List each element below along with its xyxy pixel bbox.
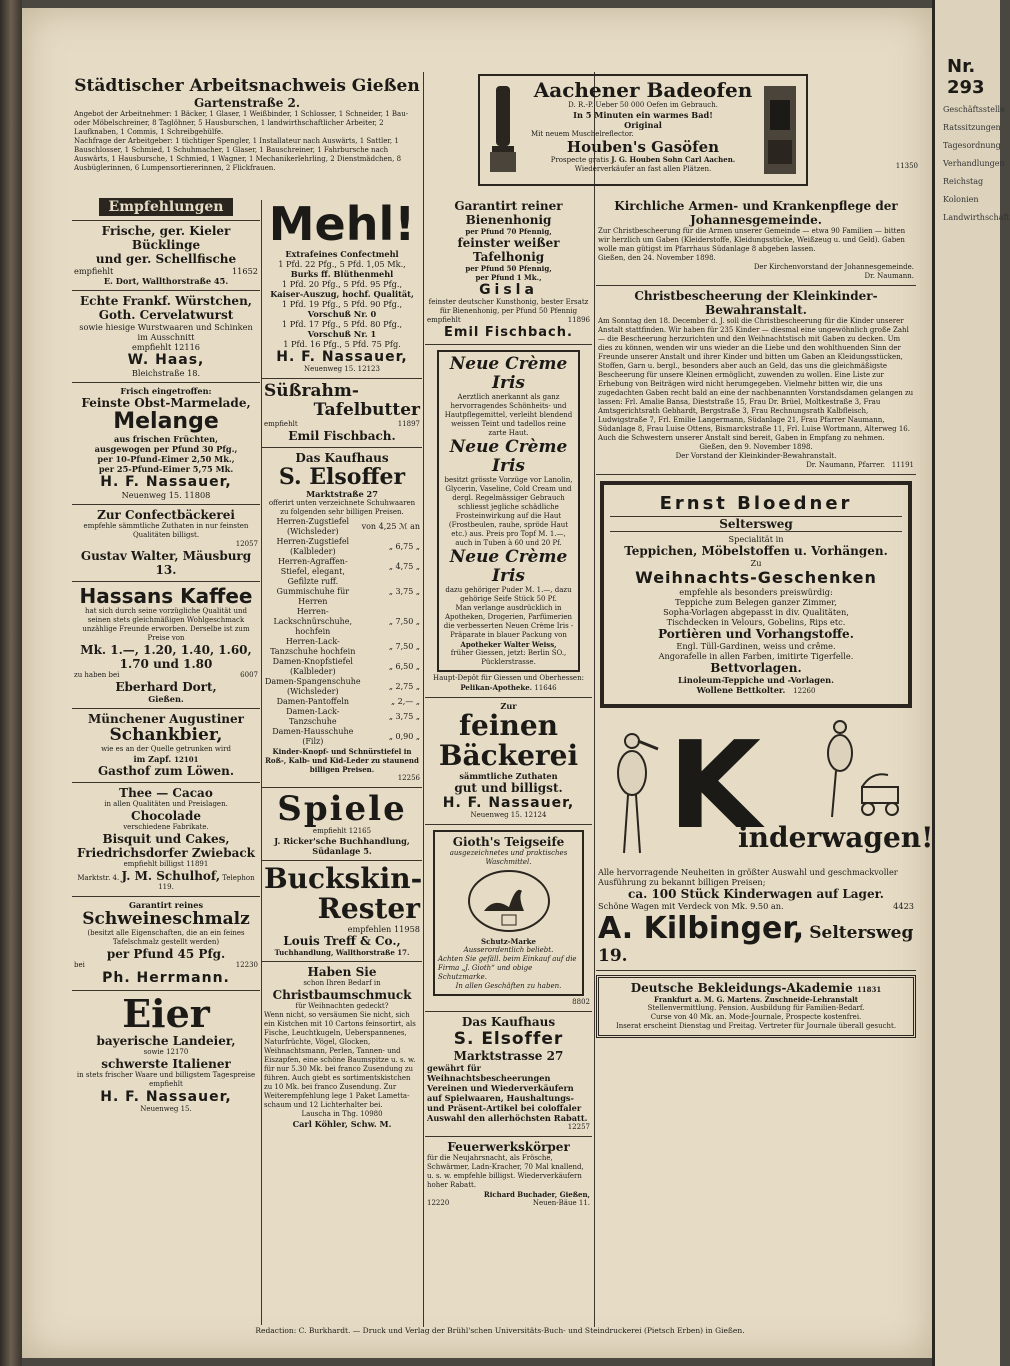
christbescheerung-notice bbox=[596, 286, 916, 475]
text: für Weihnachten gedeckt? bbox=[295, 1002, 389, 1010]
eier-ad bbox=[72, 991, 260, 1118]
mehl-ad bbox=[262, 196, 422, 379]
text: Zur Christbescheerung für die Armen unserer Gemeinde — etwa 90 Familien — bitten wir herzlich um Gaben (Kleiderstoffe, Kleidungsstücke, Weißzeug u. und Geld). Gaben wolle man gütigst im Pfarrhaus Südanlage 8 abgeben lassen. bbox=[598, 227, 906, 253]
text: Portièren und Vorhangstoffe. bbox=[658, 627, 854, 641]
price: per Pfund 1 Mk., bbox=[475, 273, 542, 282]
thee-ad bbox=[72, 783, 260, 897]
title: Spiele bbox=[277, 789, 407, 829]
text: Wenn nicht, so versäumen Sie nicht, sich ein Kistchen mit 10 Cartons feinsortirt, als Fische, Leuchtkugeln, Ueberspannenes, Naturfrüchte, Vögel, Glocken, Weihnachtsmann, Perlen, Tannen- und Eiszapfen, eine schöne Baumspitze u. s. w. für nur 5.30 Mk. bei franco Zusendung zu führen. Auch giebt es sortimentskistchen zu 10 Mk. bei franco Zusendung. Zur Weiterempfehlung lege 1 Paket Lametta-schaum und 12 Lichterhalter bei. bbox=[264, 1011, 416, 1109]
price: 1 Pfd. 22 Pfg., 5 Pfd. 1,05 Mk., bbox=[278, 259, 406, 269]
firm: A. Kilbinger, bbox=[598, 911, 805, 946]
stork-with-pram-icon bbox=[800, 717, 910, 827]
text: Apotheker Walter Weiss, bbox=[460, 640, 557, 649]
text: Chocolade bbox=[131, 809, 201, 823]
title: Zur Confectbäckerei bbox=[97, 508, 235, 522]
text: Schutz-Marke bbox=[481, 937, 536, 946]
text: Buckskin- bbox=[264, 862, 423, 895]
text: Weihnachts-Geschenken bbox=[635, 568, 877, 587]
text: ausgezeichnetes und praktisches Waschmittel. bbox=[449, 849, 568, 866]
ad-number: 11831 bbox=[856, 985, 882, 994]
column-rule bbox=[594, 72, 595, 1327]
elsoffer2-ad bbox=[425, 1012, 592, 1137]
text: schon Ihren Bedarf in bbox=[303, 979, 381, 987]
text: Stellenvermittlung. Pension. Ausbildung für Familien-Bedarf. bbox=[647, 1004, 865, 1012]
price-row bbox=[264, 657, 420, 677]
text: sowie hiesige Wurstwaaren und Schinken im Ausschnitt bbox=[79, 322, 253, 342]
text: D. R.-P. Ueber 50 000 Oefen im Gebrauch. bbox=[568, 101, 718, 109]
item-name: Damen-Knopfstiefel (Kalbleder) bbox=[272, 657, 353, 676]
item-price: „ 2,75 „ bbox=[388, 682, 420, 691]
price: 1 Pfd. 17 Pfg., 5 Pfd. 80 Pfg., bbox=[281, 319, 403, 329]
title: Gisla bbox=[479, 282, 538, 298]
price-row bbox=[264, 577, 420, 607]
text: empfiehlt billigst bbox=[123, 860, 184, 868]
title: Gioth's Teigseife bbox=[452, 835, 565, 849]
edge-fragment: Ratssitzungen bbox=[943, 123, 1001, 132]
price: per Pfund 50 Pfennig, bbox=[465, 264, 552, 273]
title: Kirchliche Armen- und Krankenpflege der Johannesgemeinde. bbox=[614, 199, 898, 227]
feuerwerk-ad bbox=[425, 1137, 592, 1212]
ad-number: 12165 bbox=[348, 827, 372, 835]
text: per 10-Pfund-Eimer 2,50 Mk., bbox=[97, 454, 235, 464]
hassan-ad bbox=[72, 582, 260, 709]
schankbier-ad bbox=[72, 709, 260, 783]
price: 1 Pfd. 16 Pfg., 5 Pfd. 75 Pfg. bbox=[283, 339, 401, 349]
column-1 bbox=[72, 196, 260, 1118]
firm: H. F. Nassauer, bbox=[100, 1089, 232, 1105]
text: Curse von 40 Mk. an. Mode-Journale, Prospecte kostenfrei. bbox=[650, 1013, 862, 1021]
text: feinster weißer bbox=[457, 236, 560, 250]
date: Gießen, den 24. November 1898. bbox=[598, 254, 716, 262]
firm: Ernst Bloedner bbox=[659, 493, 853, 514]
text: ausgewogen per Pfund 30 Pfg., bbox=[94, 444, 238, 454]
item-name: Damen-Hausschuhe (Filz) bbox=[272, 727, 354, 746]
ad-number: 6007 bbox=[240, 671, 258, 679]
edge-fragment: Verhandlungen bbox=[943, 159, 1005, 168]
edge-fragment: Geschäftsstelle bbox=[943, 105, 1005, 114]
text: Angorafelle in allen Farben, imitirte Tigerfelle. bbox=[658, 651, 854, 661]
firm: H. F. Nassauer, bbox=[276, 349, 408, 365]
text: Friedrichsdorfer Zwieback bbox=[77, 846, 255, 860]
text: Das Kaufhaus bbox=[295, 451, 389, 465]
text: Bettvorlagen. bbox=[710, 661, 802, 675]
price: 1 Pfd. 19 Pfg., 5 Pfd. 90 Pfg., bbox=[281, 299, 403, 309]
firm: Ph. Herrmann. bbox=[102, 970, 230, 986]
text: wie es an der Quelle getrunken wird bbox=[101, 745, 231, 753]
text: zu haben bei bbox=[74, 671, 120, 679]
ad-number: 12260 bbox=[793, 687, 816, 695]
ad-number: 11652 bbox=[231, 266, 258, 276]
firm: H. F. Nassauer, bbox=[442, 795, 575, 811]
title: S. Elsoffer bbox=[453, 1029, 564, 1049]
title: feinen Bäckerei bbox=[438, 709, 579, 772]
date: Gießen, den 9. November 1898. bbox=[699, 443, 813, 451]
product: Vorschuß Nr. 0 bbox=[307, 309, 377, 319]
firm: Emil Fischbach. bbox=[444, 325, 573, 340]
title: Schankbier, bbox=[109, 725, 223, 745]
item-price: „ 2,— „ bbox=[390, 697, 420, 706]
text: bayerische Landeier, bbox=[96, 1034, 236, 1048]
title: Mehl! bbox=[268, 197, 416, 251]
firm: J. Ricker'sche Buchhandlung, bbox=[274, 836, 410, 846]
text: sämmtliche Zuthaten bbox=[459, 771, 558, 781]
text: Sopha-Vorlagen abgepasst in div. Qualitäten, bbox=[663, 607, 849, 617]
buecklinge-ad bbox=[72, 221, 260, 291]
prices: 1.70 und 1.80 bbox=[119, 657, 213, 671]
gioth-ad bbox=[425, 825, 592, 1012]
item-name: Herren-Zugstiefel (Kalbleder) bbox=[276, 537, 350, 556]
iris-ad bbox=[425, 345, 592, 698]
text: Man verlange ausdrücklich in Apotheken, Drogerien, Parfümerien die verbesserten Neuen Crème Iris - Präparate in blauer Packung von bbox=[443, 604, 574, 639]
text: Feinste Obst-Marmelade, bbox=[81, 396, 251, 410]
text: Goth. Cervelatwurst bbox=[98, 308, 234, 322]
text: Teppiche zum Belegen ganzer Zimmer, bbox=[675, 597, 837, 607]
address: Seltersweg 19. bbox=[598, 923, 914, 966]
firm: E. Dort, Wallthorstraße 45. bbox=[103, 276, 229, 286]
kinderwagen-ad bbox=[596, 714, 934, 971]
confect-ad bbox=[72, 505, 260, 582]
schmalz-ad bbox=[72, 897, 260, 991]
text: Tafelhonig bbox=[472, 250, 545, 264]
imprint: Redaction: C. Burkhardt. — Druck und Verlag der Brühl'schen Universitäts-Buch- und Steindruckerei (Pietsch Erben) in Gießen. bbox=[255, 1326, 745, 1335]
price-row bbox=[264, 637, 420, 657]
address: Bleichstraße 18. bbox=[131, 368, 201, 378]
price-row bbox=[264, 517, 420, 537]
item-price: „ 6,75 „ bbox=[388, 542, 420, 551]
item-price: „ 7,50 „ bbox=[388, 617, 420, 626]
book-binding bbox=[0, 0, 22, 1366]
text: Münchener Augustiner bbox=[88, 712, 244, 726]
text: Engl. Tüll-Gardinen, weiss und crême. bbox=[676, 641, 836, 651]
text: offerirt unten verzeichnete Schuhwaaren zu folgenden sehr billigen Preisen. bbox=[268, 499, 416, 516]
title: inderwagen! bbox=[738, 821, 934, 854]
text: Ausserordentlich beliebt. bbox=[463, 946, 554, 954]
text: Aerztlich anerkannt als ganz hervorragendes Schönheits- und Hautpflegemittel, verleiht blendend weissen Teint und tadellos reine zarte Haut. bbox=[444, 393, 573, 437]
text: Specialität in bbox=[728, 534, 784, 544]
item-name: Damen-Pantoffeln bbox=[276, 697, 350, 706]
text: Schöne Wagen mit Verdeck von Mk. 9.50 an. bbox=[598, 901, 784, 911]
text: Frankfurt a. M. G. Martens. Zuschneide-Lehranstalt bbox=[654, 995, 858, 1004]
text: schwerste Italiener bbox=[101, 1057, 231, 1071]
product: Extrafeines Confectmehl bbox=[285, 249, 399, 259]
ad-number: 11191 bbox=[891, 461, 914, 469]
firm: J. G. Houben Sohn Carl Aachen. bbox=[611, 155, 736, 164]
item-price: „ 6,50 „ bbox=[388, 662, 420, 671]
ad-number: 12124 bbox=[524, 811, 547, 819]
text: im Zapf. bbox=[133, 754, 172, 764]
firm: Richard Buchader, Gießen, bbox=[483, 1190, 590, 1199]
ad-number: 11897 bbox=[397, 420, 420, 428]
address: Südanlage 5. bbox=[312, 846, 372, 856]
product: Vorschuß Nr. 1 bbox=[307, 329, 377, 339]
item-price: „ 7,50 „ bbox=[388, 642, 420, 651]
brand: Neue Crème Iris bbox=[449, 547, 568, 586]
buckskin-ad bbox=[262, 861, 422, 962]
text: Der Kirchenvorstand der Johannesgemeinde. bbox=[753, 263, 914, 271]
text: (besitzt alle Eigenschaften, die an ein feines Tafelschmalz gestellt werden) bbox=[87, 929, 245, 946]
text: früher Giessen, jetzt: Berlin SO., Pücklerstrasse. bbox=[450, 649, 567, 666]
item-name: Herren-Zugstiefel (Wichsleder) bbox=[276, 517, 350, 536]
text: hat sich durch seine vorzügliche Qualität und seinen stets gleichmäßigen Wohlgeschmack unzählige Freunde erworben. Derselbe ist zum Preise von bbox=[82, 607, 250, 642]
price-row bbox=[264, 537, 420, 557]
spiele-ad bbox=[262, 788, 422, 861]
text: Wiederverkäufer an fast allen Plätzen. bbox=[574, 165, 712, 173]
signature: Dr. Naumann. bbox=[864, 272, 914, 280]
address: Seltersweg bbox=[610, 516, 902, 532]
title: Eier bbox=[122, 991, 210, 1036]
title: Feuerwerkskörper bbox=[447, 1140, 570, 1154]
text: feinster deutscher Kunsthonig, bester Ersatz für Bienenhonig, per Pfund 50 Pfennig bbox=[428, 298, 589, 315]
text: Der Vorstand der Kleinkinder-Bewahranstalt. bbox=[675, 452, 837, 460]
text: empfehle sämmtliche Zuthaten in nur feinsten Qualitäten billigst. bbox=[83, 522, 249, 539]
text: empfiehlt bbox=[312, 827, 347, 835]
text: Süßrahm- bbox=[264, 381, 359, 401]
price: per Pfund 70 Pfennig, bbox=[465, 227, 552, 236]
price: 1 Pfd. 20 Pfg., 5 Pfd. 95 Pfg., bbox=[281, 279, 403, 289]
text: Am Sonntag den 18. December d. J. soll die Christbescheerung für die Kinder unserer Anstalt stattfinden. Wir haben für 235 Kinder — diesmal eine ungewöhnlich große Zahl — die Bescheerung herzurichten und den Weihnachtstisch mit Gaben zu decken. Um dies zu können, wenden wir uns wieder an die Liebe und den wohlthuenden Sinn der Freunde unserer Anstalt und ihrer Kinder und bitten um Gaben an Kleidungsstücken, Stoffen, Garn u. bergl., besonders aber auch an Geld, das uns die gleichmäßigste Bescheerung für unsere Kleinen ermöglicht, zuwenden zu wollen. Eine Liste zur Erhebung von Beiträgen wird nicht herumgegeben. Vielmehr bitten wir, die uns zugedachten Gaben recht bald an eine der nachbenannten Vorstandsdamen gelangen zu lassen: Frl. Amalie Bansa, Dieststraße 15, Frau Dr. Brüel, Moltkestraße 3, Frau Amtsgerichtsrath Gebhardt, Bergstraße 3, Frau Rechnungsrath Kalbfleisch, Ludwigstraße 7, Frl. Emilie Langermann, Südanlage 21, Frau Pfarrer Naumann, Südanlage 8, Frau Luise Ottens, Bismarckstraße 11, Frl. Luise Wortmann, Alterweg 16. Auch die Schwestern unserer Anstalt sind bereit, Gaben in Empfang zu nehmen. bbox=[598, 317, 914, 442]
text: verschiedene Fabrikate. bbox=[123, 823, 209, 831]
price-row bbox=[264, 677, 420, 697]
text: und ger. Schellfische bbox=[95, 252, 237, 266]
text: in stets frischer Waare und billigstem Tagespreise empfiehlt bbox=[76, 1071, 256, 1088]
text: Zu bbox=[750, 558, 762, 568]
column-3 bbox=[425, 196, 592, 1212]
ad-number: 11350 bbox=[895, 162, 918, 170]
ad-number: 11808 bbox=[184, 490, 211, 500]
text: Thee — Cacao bbox=[119, 786, 213, 800]
swan-trademark-icon bbox=[464, 867, 554, 937]
city: Gießen. bbox=[148, 694, 184, 704]
column-rule bbox=[423, 72, 424, 1327]
edge-fragment: Kolonien bbox=[943, 195, 979, 204]
item-price: von 4,25 ℳ an bbox=[361, 522, 420, 531]
honig-ad bbox=[425, 196, 592, 345]
item-name: Gefilzte ruff. Gummischuhe für Herren bbox=[276, 577, 350, 606]
text: Angebot der Arbeitnehmer: 1 Bäcker, 1 Glaser, 1 Weißbinder, 1 Schlosser, 1 Schneider, 1 Bau- oder Möbelschreiner, 8 Taglöhner, 5 Hausburschen, 1 landwirthschaftlicher Arbeiter, 2 Laufknaben, 1 Commis, 1 Schreibgehülfe. bbox=[74, 110, 409, 136]
firm: H. F. Nassauer, bbox=[100, 474, 232, 490]
firm: Gasthof zum Löwen. bbox=[97, 764, 235, 778]
text: Frische, ger. Kieler Bücklinge bbox=[101, 224, 231, 252]
brand: Neue Crème Iris bbox=[449, 354, 568, 393]
text: Nachfrage der Arbeitgeber: 1 tüchtiger Spengler, 1 Installateur nach Auswärts, 1 Sattler, 1 Bauschlosser, 1 Schmied, 1 Schuhmacher, 1 Glaser, 1 Bauschreiner, 1 Fahrbursche nach Auswärts, 1 Hausbursche, 1 Schmied, 1 Wagner, 1 Mechanikerlehrling, 2 Dienstmädchen, 8 Ausbüglerinnen, 6 Lumpensortiererinnen, 2 Flickfrauen. bbox=[74, 137, 402, 172]
text: empfehle als besonders preiswürdig: bbox=[679, 587, 833, 597]
tafelbutter-ad bbox=[262, 379, 422, 448]
price-row bbox=[264, 707, 420, 727]
heading: Städtischer Arbeitsnachweis Gießen bbox=[74, 76, 420, 96]
text: Haupt-Depôt für Giessen und Oberhessen: bbox=[433, 674, 584, 682]
text: gut und billigst. bbox=[454, 781, 563, 795]
address: Neuenweg 15. bbox=[121, 490, 182, 500]
title: S. Elsoffer bbox=[278, 464, 406, 490]
firm: J. M. Schulhof, bbox=[121, 869, 220, 883]
item-name: Herren-Agraffen-Stiefel, elegant, bbox=[277, 557, 348, 576]
text: Bienenhonig bbox=[465, 213, 552, 227]
text: in allen Qualitäten und Preislagen. bbox=[104, 800, 228, 808]
text: gewährt für Weihnachtsbescheerungen Vereinen und Wiederverkäufern auf Spielwaaren, Haushaltungs- und Präsent-Artikel bei coloffaler Auswahl den allerhöchsten Rabatt. bbox=[427, 1063, 588, 1123]
badeofen-illustration bbox=[486, 82, 520, 178]
title: Christbescheerung der Kleinkinder-Bewahranstalt. bbox=[634, 289, 878, 317]
price-row bbox=[264, 557, 420, 577]
text: aus frischen Früchten, bbox=[114, 434, 218, 444]
text: Das Kaufhaus bbox=[461, 1015, 556, 1029]
text: empfiehlt bbox=[74, 266, 114, 276]
price-row bbox=[264, 607, 420, 637]
price-table bbox=[264, 517, 420, 747]
ad-number: 8802 bbox=[572, 998, 590, 1006]
column-2 bbox=[262, 196, 422, 1133]
text: Teppichen, Möbelstoffen u. Vorhängen. bbox=[624, 544, 888, 558]
text: empfiehlt bbox=[132, 342, 172, 352]
text: empfiehlt bbox=[427, 316, 461, 324]
text: empfiehlt bbox=[264, 420, 298, 428]
title: Melange bbox=[113, 409, 219, 434]
ad-number: 12057 bbox=[235, 540, 258, 548]
ad-number: 12256 bbox=[397, 774, 420, 782]
product: Burks ff. Blüthenmehl bbox=[290, 269, 394, 279]
firm: Pelikan-Apotheke. bbox=[460, 683, 533, 692]
item-price: „ 0,90 „ bbox=[388, 732, 420, 741]
text: Wollene Bettkolter. bbox=[696, 685, 786, 695]
gasofen-illustration bbox=[760, 80, 800, 180]
text: ca. 100 Stück Kinderwagen auf Lager. bbox=[628, 887, 884, 901]
text: dazu gehöriger Puder M. 1.—, dazu gehörige Seife Stück 50 Pf. bbox=[445, 586, 572, 603]
text: Garantirt reiner bbox=[454, 199, 563, 213]
ad-number: 12101 bbox=[174, 755, 199, 764]
elsoffer-ad bbox=[262, 448, 422, 788]
price-row bbox=[264, 697, 420, 707]
ad-number: 12170 bbox=[166, 1048, 189, 1056]
ad-number: 12116 bbox=[173, 342, 200, 352]
wuerstchen-ad bbox=[72, 291, 260, 383]
address: Marktstrasse 27 bbox=[453, 1049, 564, 1063]
ad-number: 12230 bbox=[235, 961, 258, 969]
text: Rester bbox=[317, 892, 420, 925]
text: Bisquit und Cakes, bbox=[102, 832, 230, 846]
text: für die Neujahrsnacht, als Frösche, Schwärmer, Ladn-Kracher, 70 Mal knallend, u. s. w. empfehle billigst. Wiederverkäufern hoher Rabatt. bbox=[427, 1154, 584, 1189]
text: per 25-Pfund-Eimer 5,75 Mk. bbox=[98, 464, 234, 474]
product: Kaiser-Auszug, hochf. Qualität, bbox=[270, 289, 414, 299]
melange-ad bbox=[72, 383, 260, 505]
edge-fragment: Reichstag bbox=[943, 177, 984, 186]
address: Gartenstraße 2. bbox=[193, 96, 301, 110]
address: Neuen-Bäue 11. bbox=[532, 1199, 590, 1207]
text: Telephon 119. bbox=[158, 874, 255, 891]
text: Echte Frankf. Würstchen, bbox=[80, 294, 252, 308]
ad-number: 11896 bbox=[567, 316, 590, 324]
address: Marktstraße 27 bbox=[306, 489, 378, 499]
ad-number: 11958 bbox=[393, 924, 420, 934]
price: per Pfund 45 Pfg. bbox=[106, 947, 226, 961]
text: empfehlen bbox=[347, 924, 392, 934]
text: In 5 Minuten ein warmes Bad! bbox=[573, 110, 713, 120]
text: bei bbox=[74, 961, 85, 969]
text: Garantirt reines bbox=[128, 900, 204, 910]
text: Alle hervorragende Neuheiten in größter Auswahl und geschmackvoller Ausführung zu bekannt billigen Preisen; bbox=[598, 867, 898, 887]
text: Kinder-Knopf- und Schnürstiefel in Roß-, Kalb- und Kid-Leder zu staunend billigen Preisen. bbox=[265, 747, 419, 774]
firm: Louis Treff & Co., bbox=[283, 934, 401, 948]
item-price: „ 3,75 „ bbox=[388, 587, 420, 596]
address: Neuenweg 15. bbox=[304, 365, 356, 373]
ad-number: 11646 bbox=[534, 684, 557, 692]
text: Original bbox=[624, 120, 662, 130]
title: Schweineschmalz bbox=[82, 909, 250, 929]
section-heading: Empfehlungen bbox=[99, 198, 234, 216]
firm: Emil Fischbach. bbox=[288, 429, 396, 443]
text: Achten Sie gefäll. beim Einkauf auf die Firma „J. Gioth“ und obige Schutzmarke. bbox=[438, 955, 577, 981]
ad-number: 12123 bbox=[357, 365, 380, 373]
text: sowie bbox=[143, 1048, 164, 1056]
item-price: „ 3,75 „ bbox=[388, 712, 420, 721]
akademie-ad bbox=[596, 975, 916, 1038]
ad-number: 10980 bbox=[360, 1110, 383, 1118]
item-name: Herren-Lack-Tanzschuhe hochfein bbox=[270, 637, 356, 656]
ad-number: 4423 bbox=[893, 901, 914, 911]
firm: Carl Köhler, Schw. M. bbox=[292, 1119, 392, 1129]
column-4 bbox=[596, 196, 934, 1038]
badeofen-ad bbox=[478, 74, 918, 186]
item-name: Herren-Lackschnürschuhe, hochfein bbox=[273, 607, 353, 636]
text: Inserat erscheint Dienstag und Freitag. Vertreter für Journale überall gesucht. bbox=[615, 1022, 897, 1030]
prices: Mk. 1.—, 1.20, 1.40, 1.60, bbox=[80, 643, 252, 657]
title: Aachener Badeofen bbox=[533, 78, 753, 102]
item-name: Damen-Lack-Tanzschuhe bbox=[286, 707, 340, 726]
price-row bbox=[264, 727, 420, 747]
signature: Dr. Naumann, Pfarrer. bbox=[806, 461, 886, 469]
text: Haben Sie bbox=[307, 965, 377, 979]
item-name: Damen-Spangenschuhe (Wichsleder) bbox=[264, 677, 361, 696]
text: Linoleum-Teppiche und -Vorlagen. bbox=[678, 675, 834, 685]
text: Houben's Gasöfen bbox=[566, 138, 720, 156]
item-price: „ 4,75 „ bbox=[388, 562, 420, 571]
baeckerei-ad bbox=[425, 698, 592, 825]
text: besitzt grösste Vorzüge vor Lanolin, Glycerin, Vaseline, Cold Cream und dergl. Regelmässiger Gebrauch schliesst jegliche schädliche Frosteinwirkung auf die Haut (Frostbeulen, rauhe, spröde Haut etc.) aus. Preis pro Topf M. 1.—, auch in Tuben à 60 und 20 Pf. bbox=[444, 476, 573, 547]
address: Neuenweg 15. bbox=[140, 1105, 192, 1113]
text: Mit neuem Muschelreflector. bbox=[531, 130, 634, 138]
edge-fragment: Tagesordnung bbox=[943, 141, 1001, 150]
kirchlich-notice bbox=[596, 196, 916, 286]
ad-number: 12220 bbox=[427, 1199, 450, 1207]
christbaum-ad bbox=[262, 962, 422, 1133]
city: Lauscha in Thg. bbox=[301, 1110, 359, 1118]
text: Frisch eingetroffen: bbox=[120, 386, 212, 396]
firm: Gustav Walter, Mäusburg 13. bbox=[80, 549, 252, 577]
text: Zur bbox=[500, 701, 517, 711]
text: Marktstr. 4. bbox=[77, 874, 120, 882]
issue-number: Nr. 293 bbox=[947, 56, 985, 98]
edge-fragment: Landwirthschaft bbox=[943, 213, 1010, 222]
text: Prospecte gratis bbox=[550, 156, 609, 164]
text: Tafelbutter bbox=[313, 400, 420, 420]
ad-number: 12257 bbox=[567, 1123, 590, 1131]
stork-icon bbox=[602, 723, 662, 863]
ad-number: 11891 bbox=[186, 860, 209, 868]
title: Hassans Kaffee bbox=[79, 584, 253, 608]
firm: Eberhard Dort, bbox=[115, 680, 217, 694]
bloedner-ad bbox=[600, 481, 912, 708]
title-initial: K bbox=[668, 717, 761, 856]
firm: W. Haas, bbox=[127, 352, 205, 368]
address: Tuchhandlung, Wallthorstraße 17. bbox=[274, 948, 410, 957]
title: Christbaumschmuck bbox=[272, 988, 412, 1002]
arbeitsnachweis-ad bbox=[72, 74, 422, 177]
adjacent-page-edge bbox=[932, 0, 1010, 1366]
text: Tischdecken in Velours, Gobelins, Rips etc. bbox=[666, 617, 846, 627]
brand: Neue Crème Iris bbox=[449, 437, 568, 476]
title: Deutsche Bekleidungs-Akademie bbox=[630, 981, 853, 995]
text: In allen Geschäften zu haben. bbox=[455, 982, 562, 990]
address: Neuenweg 15. bbox=[470, 811, 522, 819]
